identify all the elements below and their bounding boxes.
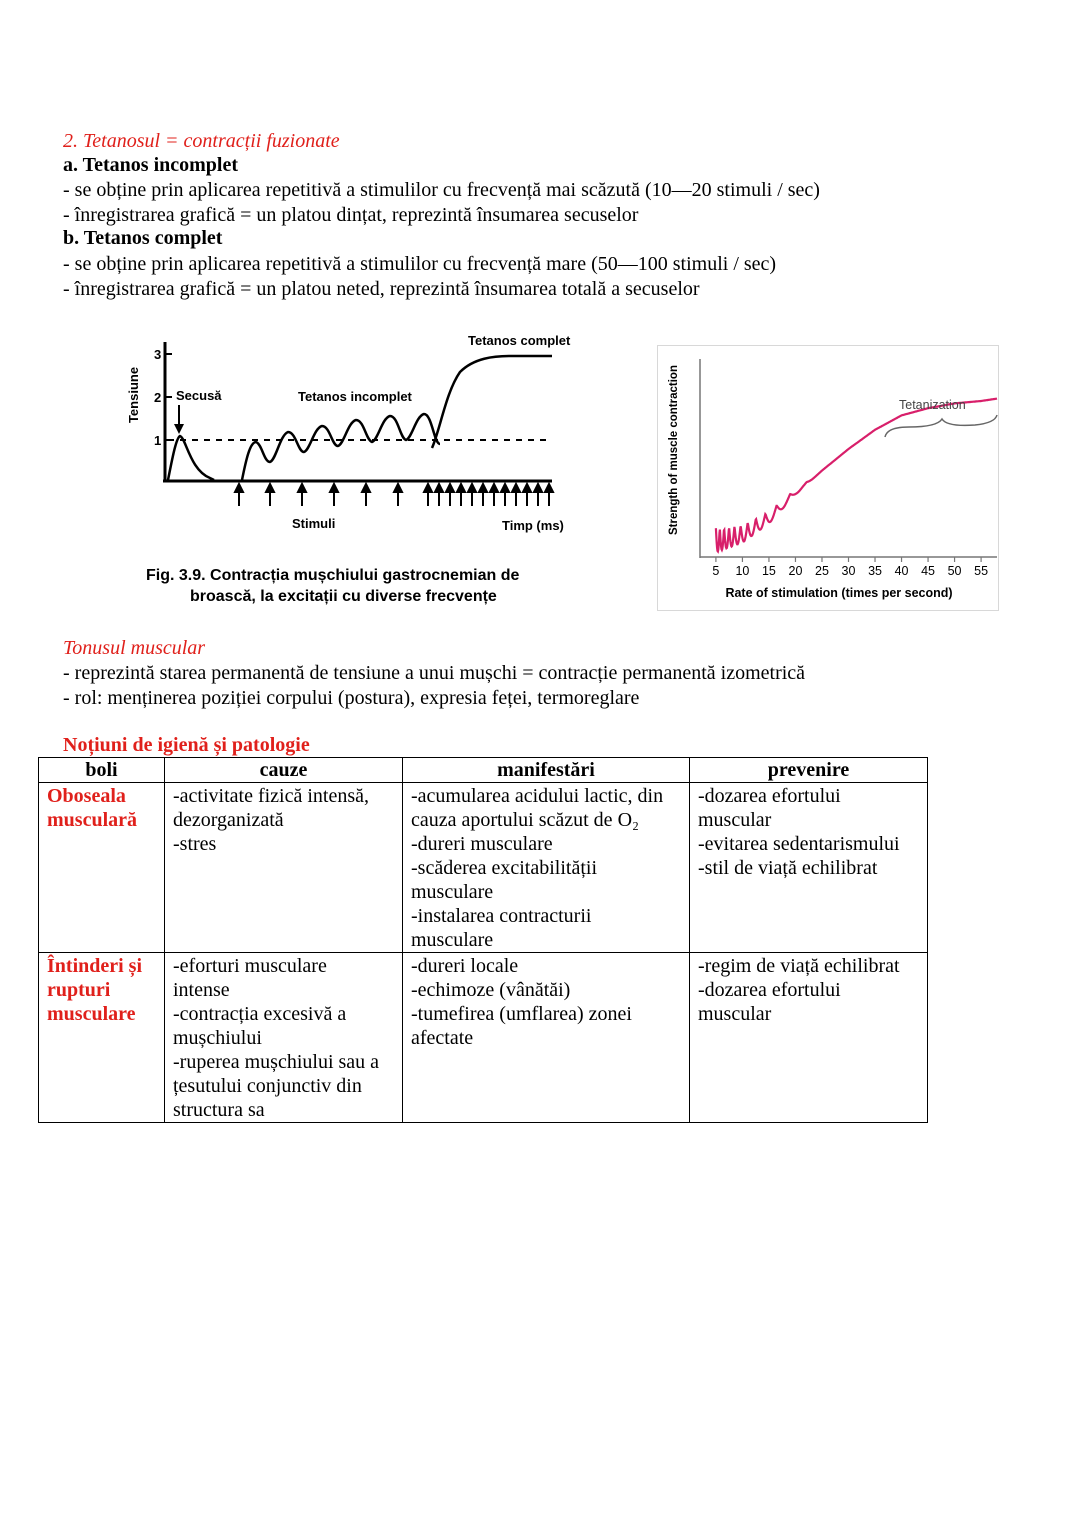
section-heading-igiena: Noțiuni de igienă și patologie bbox=[63, 734, 310, 756]
y-axis-label: Tensiune bbox=[126, 366, 141, 424]
prevention-cell: -regim de viață echilibrat -dozarea efortului muscular bbox=[690, 953, 928, 1123]
column-header: cauze bbox=[165, 758, 403, 783]
text-line: - se obține prin aplicarea repetitivă a stimulilor cu frecvență mare (50—100 stimuli / sec) bbox=[63, 253, 777, 275]
x-tick-label: 30 bbox=[841, 564, 856, 578]
label-tetanos-complet: Tetanos complet bbox=[468, 333, 571, 348]
figure-muscle-contraction bbox=[110, 320, 580, 620]
stimuli-arrows bbox=[235, 484, 553, 506]
secusa-curve bbox=[168, 436, 214, 480]
text-line: - se obține prin aplicarea repetitivă a stimulilor cu frecvență mai scăzută (10—20 stimuli / sec) bbox=[63, 179, 820, 201]
chart-annotation: Tetanization bbox=[899, 398, 966, 412]
chart-tetanization bbox=[657, 345, 999, 611]
label-timp: Timp (ms) bbox=[502, 518, 564, 533]
y-tick-label: 1 bbox=[154, 433, 162, 448]
manifestations-cell: -acumularea acidului lactic, din cauza aportului scăzut de O₂ -dureri musculare -scăderea excitabilității musculare -instalarea contracturii musculare bbox=[403, 783, 690, 953]
figure-caption-line2: broască, la excitații cu diverse frecvențe bbox=[190, 588, 497, 605]
chart-x-label: Rate of stimulation (times per second) bbox=[725, 586, 953, 600]
manifestations-cell: -dureri locale -echimoze (vânătăi) -tumefirea (umflarea) zonei afectate bbox=[403, 953, 690, 1123]
figure-caption-line1: Fig. 3.9. Contracția mușchiului gastrocnemian de bbox=[146, 567, 520, 584]
x-tick-label: 55 bbox=[974, 564, 989, 578]
section-heading-tonus: Tonusul muscular bbox=[63, 637, 206, 659]
x-tick-label: 10 bbox=[735, 564, 750, 578]
complete-tetanus-curve bbox=[432, 356, 552, 448]
column-header: manifestări bbox=[403, 758, 690, 783]
chart-y-label: Strength of muscle contraction bbox=[668, 365, 680, 535]
column-header: prevenire bbox=[690, 758, 928, 783]
x-tick-label: 45 bbox=[921, 564, 936, 578]
section-heading-tetanos: 2. Tetanosul = contracții fuzionate bbox=[63, 130, 340, 152]
hygiene-table bbox=[38, 757, 928, 1123]
incomplete-tetanus-curve bbox=[242, 414, 440, 480]
x-tick-label: 35 bbox=[868, 564, 882, 578]
y-tick-label: 2 bbox=[154, 390, 162, 405]
column-header: boli bbox=[39, 758, 165, 783]
subheading-tetanos-incomplet: a. Tetanos incomplet bbox=[63, 154, 239, 176]
label-secusa: Secusă bbox=[176, 388, 222, 403]
table-row bbox=[39, 953, 928, 1123]
x-tick-label: 20 bbox=[788, 564, 803, 578]
causes-cell: -eforturi musculare intense -contracția excesivă a mușchiului -ruperea mușchiului sau a țesutului conjunctiv din structura sa bbox=[165, 953, 403, 1123]
x-tick-label: 15 bbox=[761, 564, 776, 578]
prevention-cell: -dozarea efortului muscular -evitarea sedentarismului -stil de viață echilibrat bbox=[690, 783, 928, 953]
y-tick-label: 3 bbox=[154, 347, 162, 362]
causes-cell: -activitate fizică intensă, dezorganizată -stres bbox=[165, 783, 403, 953]
text-line: - înregistrarea grafică = un platou dințat, reprezintă însumarea secuselor bbox=[63, 204, 639, 226]
subheading-tetanos-complet: b. Tetanos complet bbox=[63, 227, 223, 249]
text-line: - rol: menținerea poziției corpului (postura), expresia feței, termoreglare bbox=[63, 687, 640, 709]
label-stimuli: Stimuli bbox=[292, 516, 336, 531]
disease-cell: Întinderi și rupturi musculare bbox=[39, 953, 165, 1123]
text-line: - reprezintă starea permanentă de tensiune a unui mușchi = contracție permanentă izometrică bbox=[63, 662, 806, 684]
x-tick-label: 50 bbox=[947, 564, 962, 578]
disease-cell: Oboseala musculară bbox=[39, 783, 165, 953]
table-row bbox=[39, 783, 928, 953]
text-line: - înregistrarea grafică = un platou neted, reprezintă însumarea totală a secuselor bbox=[63, 278, 700, 300]
x-tick-label: 25 bbox=[815, 564, 829, 578]
label-tetanos-incomplet: Tetanos incomplet bbox=[298, 389, 412, 404]
x-tick-label: 5 bbox=[712, 564, 720, 578]
x-tick-label: 40 bbox=[894, 564, 909, 578]
